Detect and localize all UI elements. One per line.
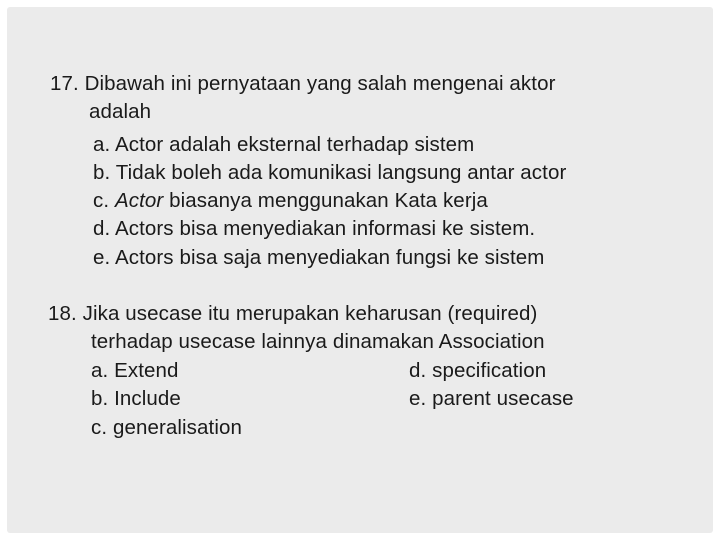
q17-option-e: e. Actors bisa saja menyediakan fungsi ke sistem [93, 246, 545, 269]
q17-option-b: b. Tidak boleh ada komunikasi langsung antar actor [93, 161, 567, 184]
q18-option-b: b. Include [91, 387, 181, 410]
q18-option-e: e. parent usecase [409, 387, 574, 410]
q17-option-d: d. Actors bisa menyediakan informasi ke sistem. [93, 217, 536, 240]
q18-option-d: d. specification [409, 359, 547, 382]
q17-stem-line2: adalah [89, 100, 152, 123]
q18-stem-line2: terhadap usecase lainnya dinamakan Association [91, 330, 545, 353]
q17-option-a: a. Actor adalah eksternal terhadap sistem [93, 133, 475, 156]
q17-stem-line1: 17. Dibawah ini pernyataan yang salah mengenai aktor [50, 72, 556, 95]
q17-option-c [93, 189, 488, 213]
q17-option-c-suffix: biasanya menggunakan Kata kerja [163, 189, 488, 212]
q18-option-a: a. Extend [91, 359, 179, 382]
q18-stem-line1: 18. Jika usecase itu merupakan keharusan (required) [48, 302, 538, 325]
q17-option-c-italic: Actor [114, 189, 164, 212]
q17-option-c-prefix: c. [93, 189, 115, 212]
q18-option-c: c. generalisation [91, 416, 242, 439]
